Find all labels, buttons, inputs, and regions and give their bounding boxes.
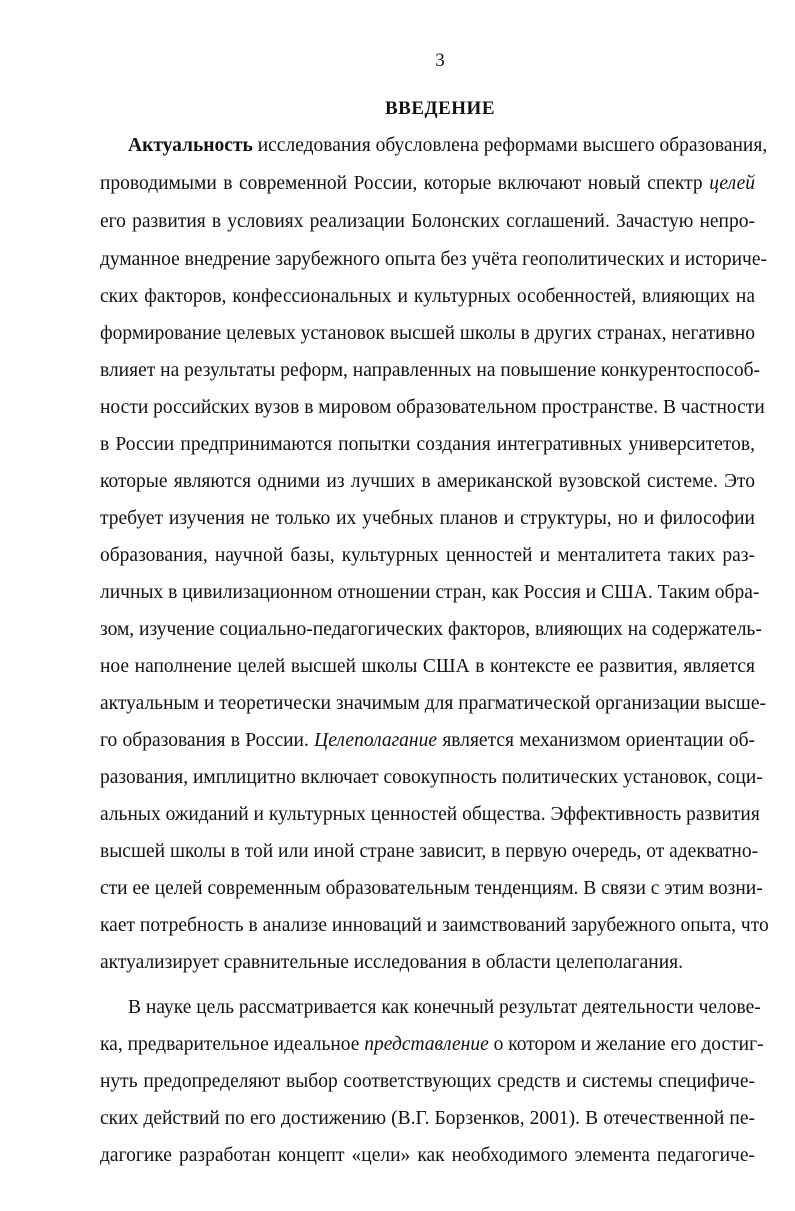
term-italic: представление — [364, 1034, 489, 1055]
text-line: образования, научной базы, культурных ценностей и менталитета таких раз- — [100, 545, 755, 566]
section-heading: ВВЕДЕНИЕ — [385, 98, 495, 119]
text-line: ских действий по его достижению (В.Г. Борзенков, 2001). В отечественной пе- — [100, 1108, 755, 1129]
text-line: дагогике разработан концепт «цели» как необходимого элемента педагогиче- — [100, 1145, 755, 1166]
text-line: думанное внедрение зарубежного опыта без учёта геополитических и историче- — [100, 249, 767, 270]
text-span: исследования обусловлена реформами высшего образования, — [252, 135, 768, 156]
text-line: ности российских вузов в мировом образовательном пространстве. В частности — [100, 397, 765, 418]
text-line: в России предпринимаются попытки создания интегративных университетов, — [100, 434, 755, 455]
text-line: альных ожиданий и культурных ценностей общества. Эффективность развития — [100, 804, 760, 825]
text-span: ка, предварительное идеальное — [100, 1034, 360, 1055]
text-line: формирование целевых установок высшей школы в других странах, негативно — [100, 323, 755, 344]
text-line: влияет на результаты реформ, направленных на повышение конкурентоспособ- — [100, 360, 761, 381]
text-line: ских факторов, конфессиональных и культурных особенностей, влияющих на — [100, 286, 755, 307]
text-line: разования, имплицитно включает совокупность политических установок, соци- — [100, 767, 763, 788]
term-bold: Актуальность — [128, 135, 253, 156]
term-italic: Целеполагание — [314, 730, 438, 751]
text-line: высшей школы в той или иной стране зависит, в первую очередь, от адекватно- — [100, 841, 759, 862]
text-line: нуть предопределяют выбор соответствующих средств и системы специфиче- — [100, 1071, 755, 1092]
text-line: актуальным и теоретически значимым для прагматической организации высше- — [100, 693, 766, 714]
text-line — [100, 169, 755, 199]
text-line — [128, 131, 768, 161]
text-line: актуализирует сравнительные исследования в области целеполагания. — [100, 952, 683, 973]
term-italic: целей — [709, 173, 755, 194]
text-line — [100, 726, 755, 756]
text-line — [100, 1030, 764, 1060]
text-line: кает потребность в анализе инноваций и заимствований зарубежного опыта, что — [100, 915, 769, 936]
text-line: личных в цивилизационном отношении стран, как Россия и США. Таким обра- — [100, 582, 760, 603]
text-line: зом, изучение социально-педагогических факторов, влияющих на содержатель- — [100, 619, 762, 640]
text-line: В науке цель рассматривается как конечный результат деятельности челове- — [128, 997, 761, 1018]
text-span: го образования в России. — [100, 730, 309, 751]
text-span: о котором и желание его достиг- — [493, 1034, 764, 1055]
page-number: 3 — [435, 50, 445, 71]
text-line: его развития в условиях реализации Болонских соглашений. Зачастую непро- — [100, 211, 755, 232]
text-span: является механизмом ориентации об- — [442, 730, 756, 751]
text-line: которые являются одними из лучших в американской вузовской системе. Это — [100, 471, 755, 492]
text-line: ное наполнение целей высшей школы США в контексте ее развития, является — [100, 656, 755, 677]
text-line: сти ее целей современным образовательным тенденциям. В связи с этим возни- — [100, 878, 763, 899]
text-span: проводимыми в современной России, которые включают новый спектр — [100, 173, 703, 194]
text-line: требует изучения не только их учебных планов и структуры, но и философии — [100, 508, 755, 529]
